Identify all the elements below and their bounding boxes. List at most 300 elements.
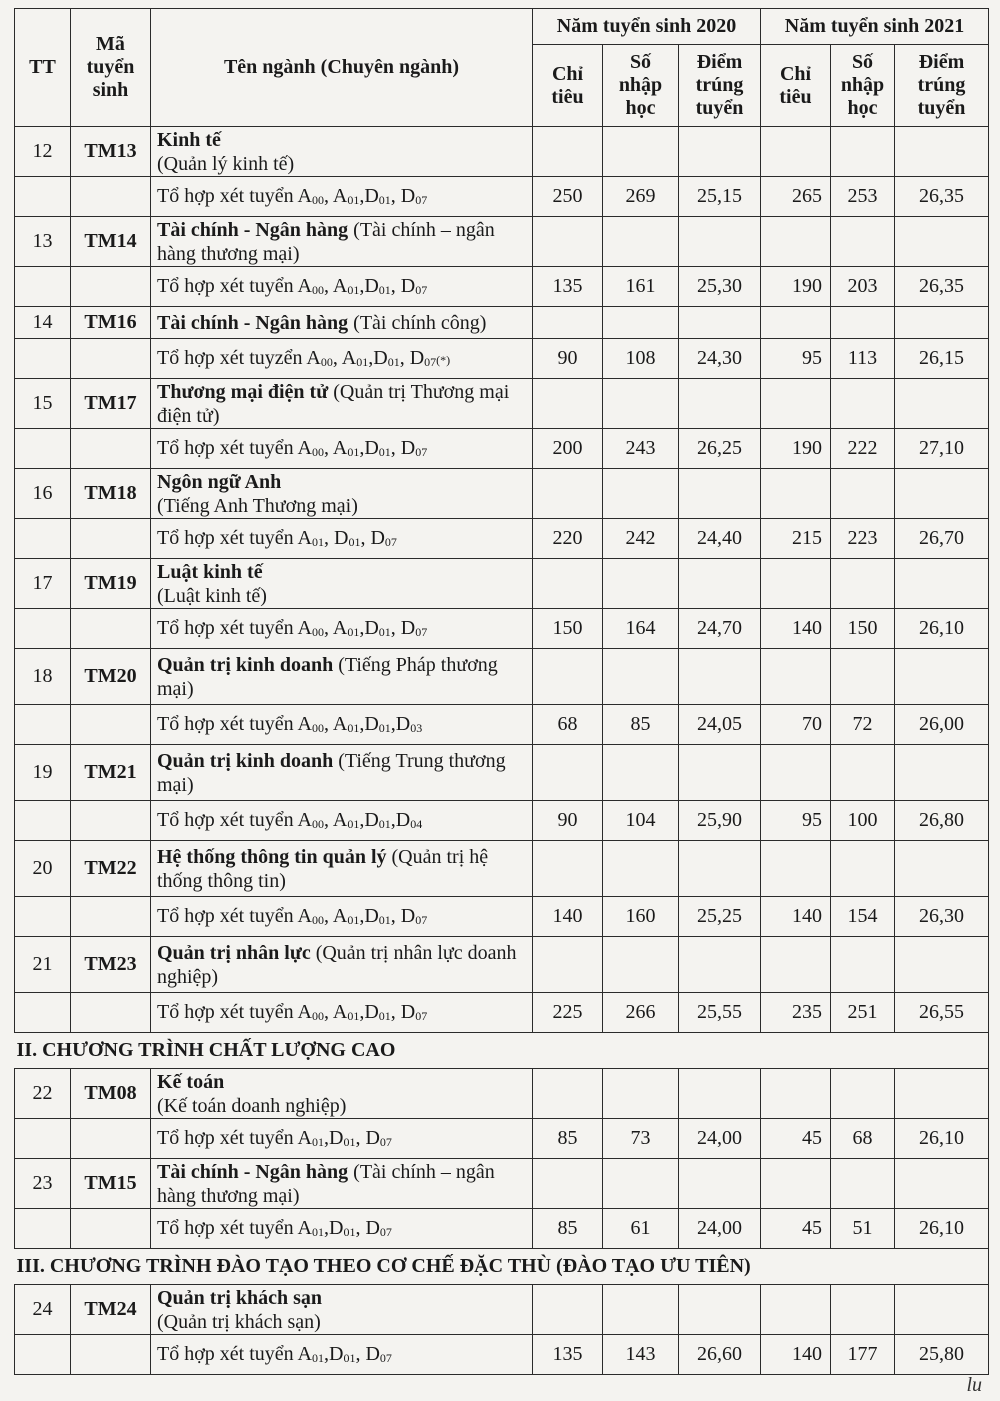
value-diem-2020: 25,30	[679, 267, 761, 307]
row-major-name	[151, 127, 533, 177]
major-specialization: (Tài chính – ngân hàng thương mại)	[157, 1160, 495, 1207]
combo-row	[15, 1209, 989, 1249]
empty-cell	[71, 993, 151, 1033]
row-tt: 24	[15, 1285, 71, 1335]
major-title: Tài chính - Ngân hàng	[157, 1160, 349, 1183]
empty-cell	[761, 1285, 831, 1335]
row-code: TM14	[71, 217, 151, 267]
empty-cell	[15, 1209, 71, 1249]
empty-cell	[71, 1119, 151, 1159]
empty-cell	[761, 307, 831, 339]
major-row	[15, 649, 989, 705]
empty-cell	[831, 127, 895, 177]
combo-cell	[151, 609, 533, 649]
row-major-name	[151, 745, 533, 801]
row-major-name	[151, 841, 533, 897]
empty-cell	[895, 649, 989, 705]
empty-cell	[895, 745, 989, 801]
empty-cell	[831, 1159, 895, 1209]
major-specialization: (Tài chính công)	[353, 311, 487, 334]
value-diem-2021: 26,10	[895, 609, 989, 649]
value-diem-2020: 25,15	[679, 177, 761, 217]
empty-cell	[71, 801, 151, 841]
empty-cell	[71, 1209, 151, 1249]
value-so-nhap-hoc-2020: 243	[603, 429, 679, 469]
empty-cell	[533, 1285, 603, 1335]
combo-visual: Tổ hợp xét tuyển $A_{00}$, $A_{01},D_{01}$, $D_{07}$	[157, 185, 428, 207]
major-row	[15, 469, 989, 519]
value-diem-2020: 24,00	[679, 1209, 761, 1249]
header-year-2021: Năm tuyển sinh 2021	[761, 9, 989, 45]
value-so-nhap-hoc-2021: 100	[831, 801, 895, 841]
value-diem-2020: 24,70	[679, 609, 761, 649]
major-title: Ngôn ngữ Anh	[157, 470, 282, 493]
combo-row	[15, 993, 989, 1033]
combo-visual: Tổ hợp xét tuyển $A_{00}$, $A_{01},D_{01},D_{03}$	[157, 713, 423, 735]
row-tt: 12	[15, 127, 71, 177]
major-specialization: (Quản lý kinh tế)	[157, 152, 295, 175]
empty-cell	[831, 217, 895, 267]
empty-cell	[831, 559, 895, 609]
value-chi-tieu-2021: 190	[761, 267, 831, 307]
row-major-name	[151, 1069, 533, 1119]
empty-cell	[603, 1069, 679, 1119]
empty-cell	[679, 1069, 761, 1119]
value-chi-tieu-2021: 95	[761, 801, 831, 841]
empty-cell	[533, 469, 603, 519]
empty-cell	[679, 1159, 761, 1209]
row-code: TM08	[71, 1069, 151, 1119]
empty-cell	[679, 1285, 761, 1335]
value-chi-tieu-2020: 90	[533, 339, 603, 379]
row-tt: 19	[15, 745, 71, 801]
combo-cell	[151, 1119, 533, 1159]
row-code: TM19	[71, 559, 151, 609]
major-row	[15, 1285, 989, 1335]
value-so-nhap-hoc-2021: 51	[831, 1209, 895, 1249]
header-chi-tieu-2020: Chỉ tiêu	[533, 45, 603, 127]
value-so-nhap-hoc-2020: 161	[603, 267, 679, 307]
empty-cell	[603, 307, 679, 339]
value-chi-tieu-2021: 140	[761, 609, 831, 649]
empty-cell	[533, 937, 603, 993]
value-diem-2020: 25,25	[679, 897, 761, 937]
combo-cell	[151, 267, 533, 307]
table-header	[15, 9, 989, 127]
value-so-nhap-hoc-2021: 223	[831, 519, 895, 559]
major-row	[15, 841, 989, 897]
empty-cell	[761, 649, 831, 705]
value-diem-2021: 26,55	[895, 993, 989, 1033]
value-diem-2021: 26,15	[895, 339, 989, 379]
section-row	[15, 1249, 989, 1285]
empty-cell	[895, 469, 989, 519]
value-so-nhap-hoc-2020: 143	[603, 1335, 679, 1375]
value-diem-2020: 26,25	[679, 429, 761, 469]
row-code: TM21	[71, 745, 151, 801]
empty-cell	[761, 1069, 831, 1119]
combo-cell	[151, 993, 533, 1033]
empty-cell	[15, 801, 71, 841]
empty-cell	[15, 609, 71, 649]
combo-visual: Tổ hợp xét tuyển $A_{00}$, $A_{01},D_{01},D_{04}$	[157, 809, 423, 831]
empty-cell	[761, 217, 831, 267]
combo-visual: Tổ hợp xét tuyển $A_{00}$, $A_{01},D_{01}$, $D_{07}$	[157, 1001, 428, 1023]
major-specialization: (Luật kinh tế)	[157, 584, 267, 607]
major-row	[15, 559, 989, 609]
value-chi-tieu-2020: 200	[533, 429, 603, 469]
major-title: Kinh tế	[157, 128, 221, 151]
value-chi-tieu-2021: 95	[761, 339, 831, 379]
combo-cell	[151, 705, 533, 745]
empty-cell	[15, 339, 71, 379]
empty-cell	[679, 559, 761, 609]
value-so-nhap-hoc-2020: 108	[603, 339, 679, 379]
header-ten-nganh: Tên ngành (Chuyên ngành)	[151, 9, 533, 127]
value-diem-2020: 25,55	[679, 993, 761, 1033]
combo-visual: Tổ hợp xét tuyển $A_{01},D_{01}$, $D_{07}$	[157, 1127, 392, 1149]
value-chi-tieu-2020: 85	[533, 1119, 603, 1159]
row-major-name	[151, 217, 533, 267]
value-chi-tieu-2020: 85	[533, 1209, 603, 1249]
empty-cell	[15, 519, 71, 559]
major-title: Tài chính - Ngân hàng	[157, 218, 349, 241]
row-major-name	[151, 559, 533, 609]
combo-visual: Tổ hợp xét tuyển $A_{01},D_{01}$, $D_{07}$	[157, 1343, 392, 1365]
empty-cell	[603, 937, 679, 993]
combo-visual: Tổ hợp xét tuyển $A_{00}$, $A_{01},D_{01}$, $D_{07}$	[157, 275, 428, 297]
row-major-name	[151, 937, 533, 993]
header-diem-2021: Điểm trúng tuyển	[895, 45, 989, 127]
major-row	[15, 937, 989, 993]
major-title: Tài chính - Ngân hàng	[157, 311, 349, 334]
row-tt: 16	[15, 469, 71, 519]
major-title: Luật kinh tế	[157, 560, 263, 583]
major-specialization: (Quản trị Thương mại điện tử)	[157, 380, 510, 427]
value-so-nhap-hoc-2021: 222	[831, 429, 895, 469]
admission-table	[14, 8, 989, 1375]
empty-cell	[761, 559, 831, 609]
value-diem-2020: 24,30	[679, 339, 761, 379]
value-so-nhap-hoc-2021: 253	[831, 177, 895, 217]
table-body	[15, 127, 989, 1375]
value-diem-2021: 27,10	[895, 429, 989, 469]
row-code: TM15	[71, 1159, 151, 1209]
row-major-name	[151, 1285, 533, 1335]
empty-cell	[895, 127, 989, 177]
section-title: III. CHƯƠNG TRÌNH ĐÀO TẠO THEO CƠ CHẾ ĐẶC THÙ (ĐÀO TẠO ƯU TIÊN)	[15, 1249, 989, 1285]
empty-cell	[895, 1285, 989, 1335]
value-chi-tieu-2021: 265	[761, 177, 831, 217]
empty-cell	[831, 937, 895, 993]
value-diem-2021: 26,70	[895, 519, 989, 559]
empty-cell	[679, 217, 761, 267]
header-so-nhap-hoc-2021: Số nhập học	[831, 45, 895, 127]
empty-cell	[761, 379, 831, 429]
empty-cell	[533, 307, 603, 339]
row-code: TM23	[71, 937, 151, 993]
major-title: Kế toán	[157, 1070, 225, 1093]
major-specialization: (Tiếng Trung thương mại)	[157, 749, 506, 796]
value-so-nhap-hoc-2021: 72	[831, 705, 895, 745]
value-chi-tieu-2020: 150	[533, 609, 603, 649]
value-chi-tieu-2021: 70	[761, 705, 831, 745]
header-chi-tieu-2021: Chỉ tiêu	[761, 45, 831, 127]
major-specialization: (Quản trị khách sạn)	[157, 1310, 321, 1333]
value-diem-2020: 24,00	[679, 1119, 761, 1159]
major-specialization: (Tiếng Pháp thương mại)	[157, 653, 498, 700]
value-chi-tieu-2021: 140	[761, 897, 831, 937]
empty-cell	[761, 127, 831, 177]
major-title: Quản trị kinh doanh	[157, 653, 334, 676]
combo-visual: Tổ hợp xét tuyzển $A_{00}$, $A_{01},D_{01}$, $D_{07}(*)$	[157, 347, 451, 369]
value-chi-tieu-2020: 68	[533, 705, 603, 745]
major-row	[15, 745, 989, 801]
row-major-name	[151, 469, 533, 519]
value-chi-tieu-2020: 220	[533, 519, 603, 559]
combo-visual: Tổ hợp xét tuyển $A_{01},D_{01}$, $D_{07}$	[157, 1217, 392, 1239]
empty-cell	[71, 1335, 151, 1375]
empty-cell	[679, 307, 761, 339]
empty-cell	[761, 469, 831, 519]
row-code: TM17	[71, 379, 151, 429]
value-diem-2021: 26,00	[895, 705, 989, 745]
combo-cell	[151, 519, 533, 559]
value-chi-tieu-2021: 45	[761, 1119, 831, 1159]
value-diem-2021: 26,35	[895, 177, 989, 217]
empty-cell	[679, 127, 761, 177]
major-row	[15, 127, 989, 177]
row-major-name	[151, 379, 533, 429]
combo-row	[15, 177, 989, 217]
row-tt: 22	[15, 1069, 71, 1119]
empty-cell	[71, 519, 151, 559]
empty-cell	[831, 1285, 895, 1335]
combo-row	[15, 1119, 989, 1159]
combo-visual: Tổ hợp xét tuyển $A_{00}$, $A_{01},D_{01}$, $D_{07}$	[157, 617, 428, 639]
empty-cell	[895, 1159, 989, 1209]
empty-cell	[15, 429, 71, 469]
row-tt: 21	[15, 937, 71, 993]
row-code: TM13	[71, 127, 151, 177]
value-diem-2020: 26,60	[679, 1335, 761, 1375]
value-so-nhap-hoc-2021: 177	[831, 1335, 895, 1375]
empty-cell	[679, 841, 761, 897]
empty-cell	[71, 897, 151, 937]
empty-cell	[603, 379, 679, 429]
empty-cell	[603, 649, 679, 705]
empty-cell	[603, 559, 679, 609]
empty-cell	[533, 217, 603, 267]
value-chi-tieu-2021: 140	[761, 1335, 831, 1375]
empty-cell	[533, 841, 603, 897]
empty-cell	[71, 705, 151, 745]
empty-cell	[761, 1159, 831, 1209]
combo-row	[15, 801, 989, 841]
value-diem-2020: 25,90	[679, 801, 761, 841]
row-tt: 20	[15, 841, 71, 897]
empty-cell	[679, 937, 761, 993]
empty-cell	[603, 745, 679, 801]
empty-cell	[15, 993, 71, 1033]
row-major-name	[151, 649, 533, 705]
value-diem-2021: 26,80	[895, 801, 989, 841]
row-tt: 13	[15, 217, 71, 267]
value-diem-2021: 26,10	[895, 1209, 989, 1249]
row-tt: 15	[15, 379, 71, 429]
combo-row	[15, 267, 989, 307]
major-title: Quản trị nhân lực	[157, 941, 311, 964]
row-tt: 17	[15, 559, 71, 609]
empty-cell	[895, 841, 989, 897]
empty-cell	[533, 745, 603, 801]
header-diem-2020: Điểm trúng tuyển	[679, 45, 761, 127]
combo-row	[15, 609, 989, 649]
combo-cell	[151, 897, 533, 937]
empty-cell	[533, 649, 603, 705]
row-code: TM18	[71, 469, 151, 519]
empty-cell	[761, 937, 831, 993]
value-so-nhap-hoc-2020: 104	[603, 801, 679, 841]
empty-cell	[603, 217, 679, 267]
value-so-nhap-hoc-2020: 61	[603, 1209, 679, 1249]
row-code: TM20	[71, 649, 151, 705]
combo-row	[15, 1335, 989, 1375]
value-so-nhap-hoc-2020: 73	[603, 1119, 679, 1159]
empty-cell	[15, 705, 71, 745]
empty-cell	[679, 745, 761, 801]
header-year-2020: Năm tuyển sinh 2020	[533, 9, 761, 45]
combo-visual: Tổ hợp xét tuyển $A_{01}$, $D_{01}$, $D_{07}$	[157, 527, 397, 549]
value-chi-tieu-2020: 135	[533, 267, 603, 307]
section-title: II. CHƯƠNG TRÌNH CHẤT LƯỢNG CAO	[15, 1033, 989, 1069]
empty-cell	[761, 841, 831, 897]
empty-cell	[679, 469, 761, 519]
empty-cell	[679, 649, 761, 705]
empty-cell	[71, 429, 151, 469]
major-row	[15, 379, 989, 429]
major-specialization: (Tài chính – ngân hàng thương mại)	[157, 218, 495, 265]
combo-cell	[151, 1335, 533, 1375]
major-title: Quản trị khách sạn	[157, 1286, 323, 1309]
empty-cell	[15, 1119, 71, 1159]
empty-cell	[831, 745, 895, 801]
combo-visual: Tổ hợp xét tuyển $A_{00}$, $A_{01},D_{01}$, $D_{07}$	[157, 437, 428, 459]
section-row	[15, 1033, 989, 1069]
value-chi-tieu-2021: 235	[761, 993, 831, 1033]
combo-row	[15, 429, 989, 469]
combo-cell	[151, 1209, 533, 1249]
value-chi-tieu-2020: 90	[533, 801, 603, 841]
value-chi-tieu-2020: 250	[533, 177, 603, 217]
empty-cell	[533, 127, 603, 177]
value-chi-tieu-2021: 190	[761, 429, 831, 469]
value-chi-tieu-2021: 45	[761, 1209, 831, 1249]
row-code: TM22	[71, 841, 151, 897]
value-chi-tieu-2020: 225	[533, 993, 603, 1033]
value-so-nhap-hoc-2020: 266	[603, 993, 679, 1033]
empty-cell	[533, 559, 603, 609]
value-chi-tieu-2020: 140	[533, 897, 603, 937]
empty-cell	[679, 379, 761, 429]
row-code: TM24	[71, 1285, 151, 1335]
empty-cell	[603, 1285, 679, 1335]
value-so-nhap-hoc-2020: 85	[603, 705, 679, 745]
value-so-nhap-hoc-2021: 150	[831, 609, 895, 649]
major-row	[15, 1159, 989, 1209]
value-so-nhap-hoc-2021: 68	[831, 1119, 895, 1159]
empty-cell	[831, 841, 895, 897]
empty-cell	[15, 177, 71, 217]
row-code: TM16	[71, 307, 151, 339]
value-diem-2021: 26,35	[895, 267, 989, 307]
value-diem-2020: 24,05	[679, 705, 761, 745]
value-so-nhap-hoc-2020: 242	[603, 519, 679, 559]
value-chi-tieu-2021: 215	[761, 519, 831, 559]
major-title: Hệ thống thông tin quản lý	[157, 845, 387, 868]
value-chi-tieu-2020: 135	[533, 1335, 603, 1375]
value-so-nhap-hoc-2021: 251	[831, 993, 895, 1033]
major-specialization: (Quản trị nhân lực doanh nghiệp)	[157, 941, 517, 988]
major-row	[15, 217, 989, 267]
empty-cell	[71, 339, 151, 379]
value-diem-2021: 26,10	[895, 1119, 989, 1159]
value-so-nhap-hoc-2020: 164	[603, 609, 679, 649]
empty-cell	[895, 1069, 989, 1119]
combo-cell	[151, 339, 533, 379]
empty-cell	[831, 1069, 895, 1119]
empty-cell	[15, 897, 71, 937]
combo-row	[15, 519, 989, 559]
empty-cell	[831, 307, 895, 339]
row-major-name	[151, 307, 533, 339]
empty-cell	[533, 1069, 603, 1119]
value-diem-2020: 24,40	[679, 519, 761, 559]
empty-cell	[533, 379, 603, 429]
empty-cell	[71, 267, 151, 307]
empty-cell	[15, 1335, 71, 1375]
empty-cell	[603, 127, 679, 177]
combo-cell	[151, 429, 533, 469]
major-specialization: (Quản trị hệ thống thông tin)	[157, 845, 489, 892]
major-row	[15, 307, 989, 339]
combo-visual: Tổ hợp xét tuyển $A_{00}$, $A_{01},D_{01}$, $D_{07}$	[157, 905, 428, 927]
empty-cell	[533, 1159, 603, 1209]
combo-cell	[151, 177, 533, 217]
value-diem-2021: 25,80	[895, 1335, 989, 1375]
value-so-nhap-hoc-2020: 269	[603, 177, 679, 217]
value-so-nhap-hoc-2021: 203	[831, 267, 895, 307]
value-so-nhap-hoc-2020: 160	[603, 897, 679, 937]
header-ma-tuyen-sinh: Mã tuyển sinh	[71, 9, 151, 127]
combo-cell	[151, 801, 533, 841]
empty-cell	[895, 217, 989, 267]
empty-cell	[761, 745, 831, 801]
signature-mark: lu	[966, 1374, 982, 1396]
empty-cell	[895, 937, 989, 993]
major-title: Thương mại điện tử	[157, 380, 329, 403]
empty-cell	[831, 649, 895, 705]
value-diem-2021: 26,30	[895, 897, 989, 937]
row-tt: 18	[15, 649, 71, 705]
empty-cell	[831, 469, 895, 519]
empty-cell	[603, 469, 679, 519]
row-tt: 23	[15, 1159, 71, 1209]
major-row	[15, 1069, 989, 1119]
row-tt: 14	[15, 307, 71, 339]
empty-cell	[895, 559, 989, 609]
empty-cell	[895, 379, 989, 429]
